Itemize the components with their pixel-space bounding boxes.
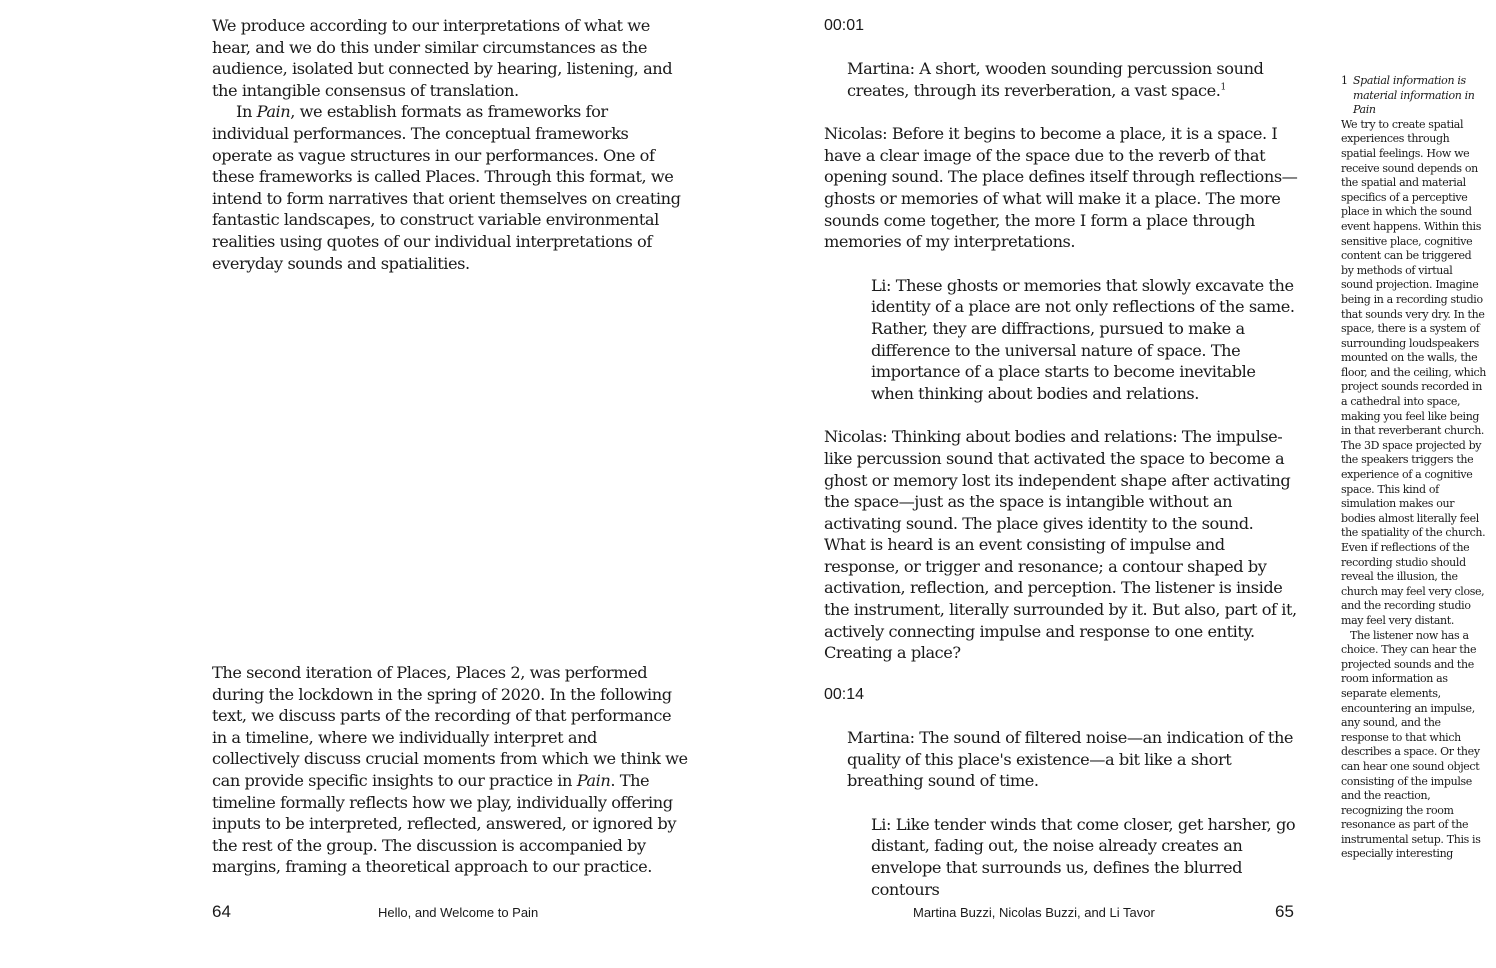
dialogue-block-1 <box>824 58 1298 664</box>
intro-p2-post: , we establish formats as frameworks for individual performances. The conceptual frameworks operate as vague structures in our performances. One of these frameworks is called Places. Through this format, we intend to form narratives that orient themselves on creating fantastic landscapes, to construct variable environmental realities using quotes of our individual interpretations of everyday sounds and spatialities. <box>212 102 681 273</box>
second-pre: The second iteration of Places, Places 2, was performed during the lockdown in the spring of 2020. In the following text, we discuss parts of the recording of that performance in a timeline, where we individually interpret and collectively discuss crucial moments from which we think we can provide specific insights to our practice in <box>212 663 688 790</box>
li-line-2: Li: Like tender winds that come closer, get harsher, go distant, fading out, the noise already creates an envelope that surrounds us, defines the blurred contours <box>871 814 1296 899</box>
pain-title-italic: Pain <box>256 102 291 122</box>
margin-note-title: Spatial information is material information in Pain <box>1353 74 1475 117</box>
intro-paragraph-2 <box>212 101 688 274</box>
martina-line-1 <box>824 58 1298 101</box>
intro-paragraph-1: We produce according to our interpretations of what we hear, and we do this under similar circumstances as the audience, isolated but connected by hearing, listening, and the intangible consensus of translation. <box>212 16 673 100</box>
margin-note-number: 1 <box>1341 74 1348 87</box>
page-number-left: 64 <box>212 902 231 921</box>
footnote-reference: 1 <box>1220 82 1226 93</box>
margin-note-paragraph-1: We try to create spatial experiences through spatial feelings. How we receive sound depends on the spatial and material specifics of a perceptive place in which the sound event happens. Within this sensitive place, cognitive content can be triggered by methods of virtual sound projection. Imagine being in a recording studio that sounds very dry. In the space, there is a system of surrounding loudspeakers mounted on the walls, the floor, and the ceiling, which project sounds recorded in a cathedral into space, making you feel like being in that reverberant church. The 3D space projected by the speakers triggers the experience of a cognitive space. This kind of simulation makes our bodies almost literally feel the spatiality of the church. Even if reflections of the recording studio should reveal the illusion, the church may feel very close, and the recording studio may feel very distant. <box>1341 117 1487 627</box>
second-iteration-text <box>212 662 688 878</box>
margin-note-heading <box>1341 74 1487 118</box>
second-post: . The timeline formally reflects how we play, individually offering inputs to be interpreted, reflected, answered, or ignored by the rest of the group. The discussion is accompanied by margins, framing a theoretical approach to our practice. <box>212 770 677 877</box>
li-line-1: Li: These ghosts or memories that slowly excavate the identity of a place are not only reflections of the same. Rather, they are diffractions, pursued to make a difference to the universal nature of space. The importance of a place starts to become inevitable when thinking about bodies and relations. <box>871 275 1295 403</box>
page-number-right: 65 <box>1275 902 1294 921</box>
intro-p2-pre: In <box>236 102 257 122</box>
intro-text <box>212 15 688 274</box>
timestamp-00-01: 00:01 <box>824 17 865 34</box>
second-iteration-paragraph <box>212 662 688 878</box>
margin-note-paragraph-2: The listener now has a choice. They can hear the projected sounds and the room information as separate elements, encountering an impulse, any sound, and the response to that which describes a space. Or they can hear one sound object consisting of the impulse and the reaction, recognizing the room resonance as part of the instrumental setup. This is especially interesting <box>1341 628 1481 861</box>
nicolas-line-2: Nicolas: Thinking about bodies and relations: The impulse-like percussion sound that activated the space to become a ghost or memory lost its independent shape after activating the space—just as the space is intangible without an activating sound. The place gives identity to the sound. What is heard is an event consisting of impulse and response, or trigger and resonance; a contour shaped by activation, reflection, and perception. The listener is inside the instrument, literally surrounded by it. But also, part of it, actively connecting impulse and response to one entity. Creating a place? <box>824 427 1297 663</box>
dialogue-block-2 <box>824 727 1298 900</box>
running-authors: Martina Buzzi, Nicolas Buzzi, and Li Tavor <box>913 905 1155 920</box>
right-page <box>748 0 1496 968</box>
timestamp-00-14: 00:14 <box>824 686 865 703</box>
nicolas-line-1: Nicolas: Before it begins to become a place, it is a space. I have a clear image of the space due to the reverb of that opening sound. The place defines itself through reflections—ghosts or memories of what will make it a place. The more sounds come together, the more I form a place through memories of my interpretations. <box>824 124 1298 252</box>
margin-note <box>1341 74 1487 862</box>
martina-line-2: Martina: The sound of filtered noise—an indication of the quality of this place's existence—a bit like a short breathing sound of time. <box>847 728 1294 791</box>
pain-title-italic: Pain <box>576 770 611 790</box>
martina-line-1-text: Martina: A short, wooden sounding percussion sound creates, through its reverberation, a vast space. <box>847 59 1264 100</box>
running-title: Hello, and Welcome to Pain <box>378 905 539 920</box>
